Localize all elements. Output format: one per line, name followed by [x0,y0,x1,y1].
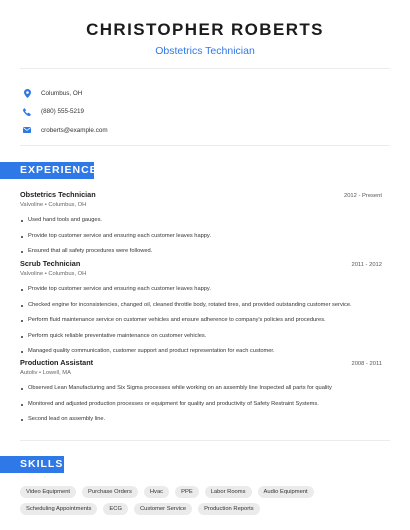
job-title: Obstetrics Technician [20,190,96,199]
phone-icon [22,107,32,117]
candidate-name: CHRISTOPHER ROBERTS [86,20,324,39]
skill-chip: Hvac [144,486,169,498]
email-text: croberts@example.com [41,126,108,134]
job-employer: Valvoline • Columbus, OH [20,202,87,208]
bullet-item: Monitored and adjusted production processes or equipment for quality and productivity of Safety Restraint Systems. [20,397,382,413]
job-employer: Autoliv • Lowell, MA [20,370,72,376]
job-dates: 2008 - 2011 [351,361,382,367]
skills-heading: SKILLS [0,456,64,473]
contact-email [22,121,108,139]
contact-list [22,84,108,140]
experience-heading: EXPERIENCE [0,162,94,179]
contact-phone [22,103,108,121]
location-pin-icon [22,88,32,98]
skill-chip: Video Equipment [20,486,76,498]
phone-text: (880) 555-5219 [41,108,85,115]
job-title: Production Assistant [20,358,94,367]
contact-location [22,84,108,102]
header-divider [20,68,390,69]
skill-chip: PPE [175,486,199,498]
skill-chip: Audio Equipment [258,486,314,498]
job-title: Scrub Technician [20,259,81,268]
skill-chip: ECG [103,503,128,515]
job-bullets [20,213,382,260]
skill-chip: Purchase Orders [82,486,138,498]
job-employer: Valvoline • Columbus, OH [20,271,87,277]
location-text: Columbus, OH [41,89,83,97]
skills-list [20,486,392,515]
bullet-item: Observed Lean Manufacturing and Six Sigma processes while working on an assembly line Inspected all parts for quality [20,381,382,397]
bullet-item: Provide top customer service and ensuring each customer leaves happy. [20,229,382,245]
mail-icon [22,125,32,135]
bullet-item: Ensured that all safety procedures were followed. [20,244,382,260]
job-entry [20,190,382,260]
skill-chip: Scheduling Appointments [20,503,97,515]
experience-divider [20,440,390,441]
bullet-item: Managed quality communication, customer support and product representation for each customer. [20,344,382,360]
candidate-title: Obstetrics Technician [155,45,255,57]
skill-chip: Production Reports [198,503,260,515]
resume-header [0,0,410,57]
skill-chip: Customer Service [134,503,192,515]
bullet-item: Second lead on assembly line. [20,412,382,428]
bullet-item: Provide top customer service and ensuring each customer leaves happy. [20,282,382,298]
job-bullets [20,381,382,428]
bullet-item: Perform quick reliable preventative maintenance on customer vehicles. [20,329,382,345]
job-dates: 2011 - 2012 [351,262,382,268]
job-entry [20,259,382,360]
job-bullets [20,282,382,360]
skill-chip: Labor Rooms [205,486,252,498]
contact-divider [20,145,390,146]
bullet-item: Perform fluid maintenance service on customer vehicles and ensure adherence to company's policies and procedures. [20,313,382,329]
bullet-item: Used hand tools and gauges. [20,213,382,229]
job-dates: 2012 - Present [343,193,382,199]
job-entry [20,358,382,428]
bullet-item: Checked engine for inconsistencies, changed oil, cleaned throttle body, rotated tires, and provided outstanding customer service. [20,298,382,314]
